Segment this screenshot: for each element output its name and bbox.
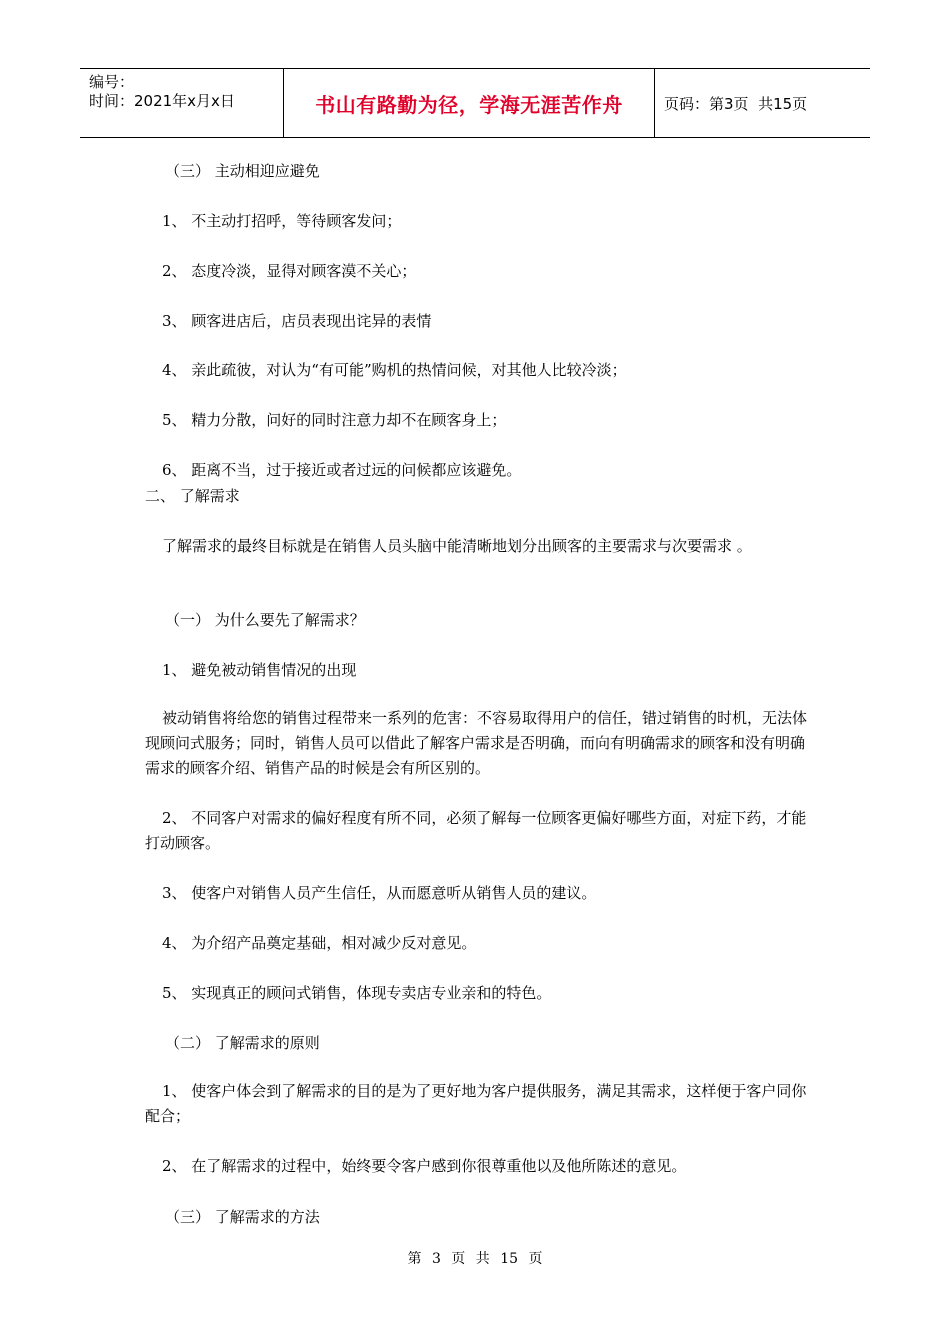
header-page-cell [655,69,870,137]
list-item: 4、 为介绍产品奠定基础，相对减少反对意见。 [162,934,477,952]
paragraph: 了解需求的最终目标就是在销售人员头脑中能清晰地划分出顾客的主要需求与次要需求 。 [162,537,752,555]
section-heading: （一） 为什么要先了解需求？ [165,611,365,629]
paragraph: 被动销售将给您的销售过程带来一系列的危害：不容易取得用户的信任，错过销售的时机，无法体现顾问式服务；同时，销售人员可以借此了解客户需求是否明确，而向有明确需求的顾客和没有明确需求的顾客介绍、销售产品的时候是会有所区别的。 [145,709,808,777]
page-footer [0,1248,950,1268]
list-item: 2、 态度冷淡，显得对顾客漠不关心； [162,262,417,280]
chapter-heading: 二、 了解需求 [145,487,240,505]
list-item: 1、 使客户体会到了解需求的目的是为了更好地为客户提供服务，满足其需求，这样便于客户同你配合； [145,1082,807,1125]
document-number-label: 编号： [89,73,135,91]
section-heading: （三） 了解需求的方法 [165,1208,320,1226]
list-item: 6、 距离不当，过于接近或者过远的问候都应该避免。 [162,461,522,479]
list-item: 5、 精力分散，问好的同时注意力却不在顾客身上； [162,411,507,429]
section-heading: （二） 了解需求的原则 [165,1034,320,1052]
header-motto-cell [284,69,655,137]
page-header [80,68,870,138]
section-heading: （三） 主动相迎应避免 [165,162,320,180]
list-item: 2、 不同客户对需求的偏好程度有所不同，必须了解每一位顾客更偏好哪些方面，对症下药，才能打动顾客。 [145,809,807,852]
header-motto: 书山有路勤为径，学海无涯苦作舟 [315,92,623,117]
list-item: 4、 亲此疏彼，对认为“有可能”购机的热情问候，对其他人比较冷淡； [162,361,627,379]
list-item: 3、 顾客进店后，店员表现出诧异的表情 [162,312,432,330]
header-info-cell [80,69,284,137]
list-item: 3、 使客户对销售人员产生信任，从而愿意听从销售人员的建议。 [162,884,597,902]
footer-page-number: 第 3 页 共 15 页 [407,1251,543,1267]
document-date-label: 时间：2021年x月x日 [89,92,235,110]
list-item: 2、 在了解需求的过程中，始终要令客户感到你很尊重他以及他所陈述的意见。 [162,1157,687,1175]
list-item: 1、 避免被动销售情况的出现 [162,661,357,679]
list-item: 5、 实现真正的顾问式销售，体现专卖店专业亲和的特色。 [162,984,552,1002]
list-item: 1、 不主动打招呼，等待顾客发问； [162,212,402,230]
header-page-number: 页码：第3页 共15页 [664,94,808,113]
